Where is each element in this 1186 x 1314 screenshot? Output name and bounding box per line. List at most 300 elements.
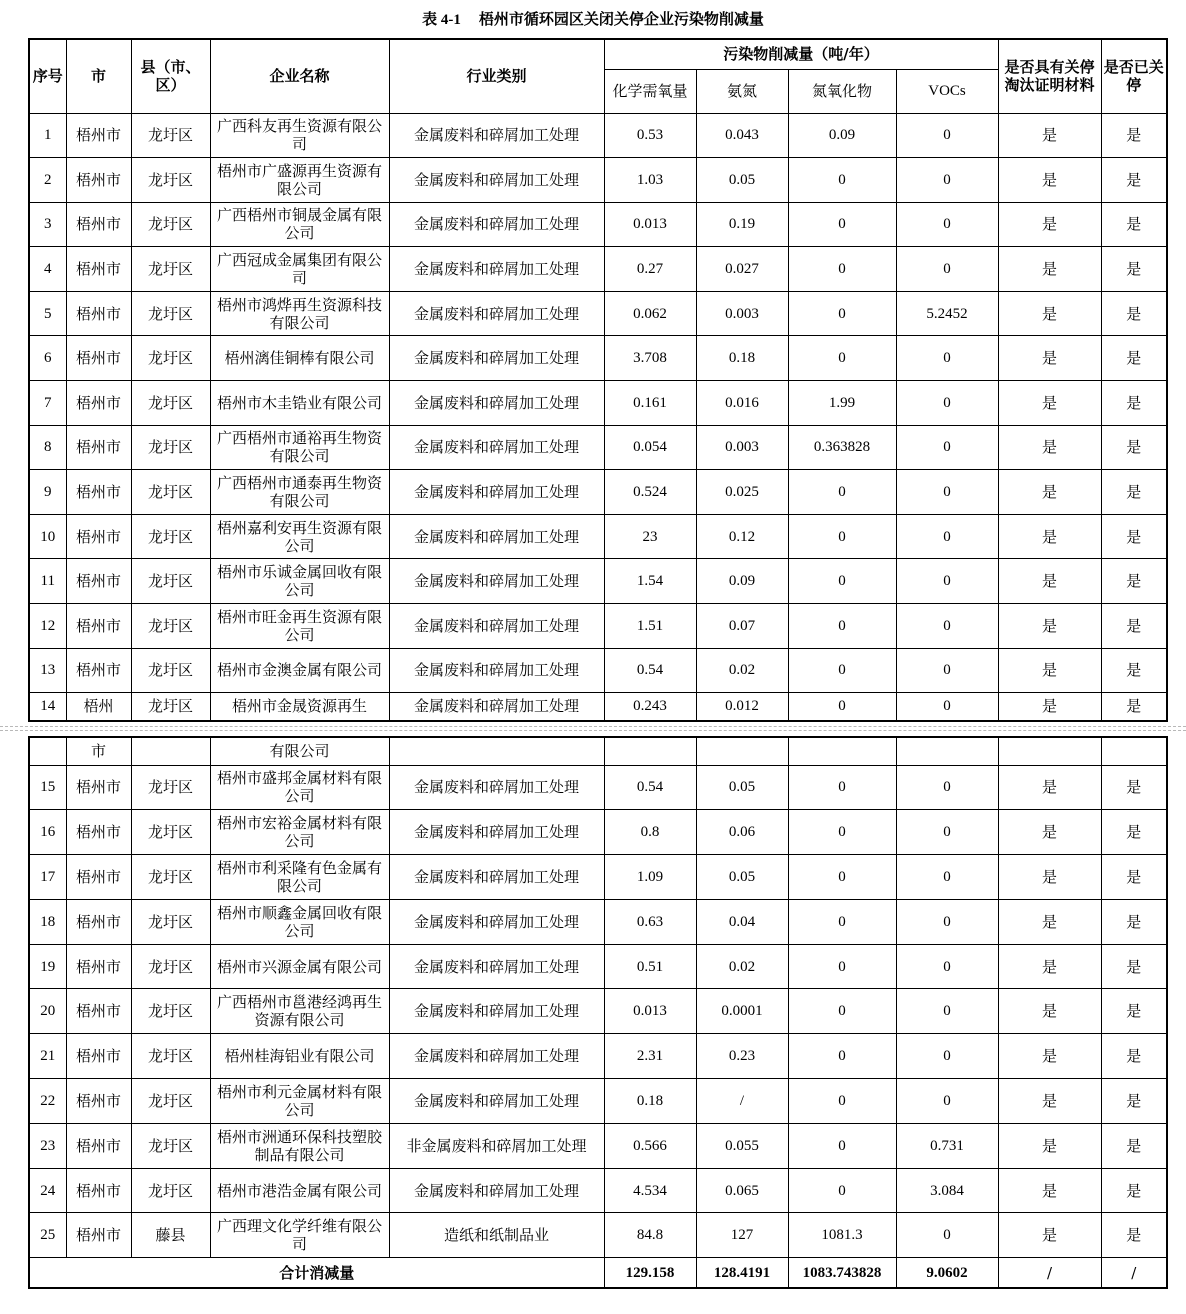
- cell-cod: 4.534: [604, 1168, 696, 1213]
- cell-city: 梧州市: [66, 158, 131, 203]
- total-nox: 1083.743828: [788, 1258, 896, 1288]
- cell-is-closed: 是: [1101, 425, 1167, 470]
- cell-is-closed: 是: [1101, 989, 1167, 1034]
- cell-county: 龙圩区: [131, 158, 210, 203]
- cell-industry: 金属废料和碎屑加工处理: [389, 336, 604, 381]
- cell-county: 龙圩区: [131, 899, 210, 944]
- cell-vocs: 0: [896, 604, 998, 649]
- cell-city: 梧州市: [66, 559, 131, 604]
- cell-county: 龙圩区: [131, 291, 210, 336]
- cell-has-proof: 是: [998, 113, 1101, 158]
- cell-county: 龙圩区: [131, 336, 210, 381]
- cell-cod: 0.524: [604, 470, 696, 515]
- cell-has-proof: 是: [998, 855, 1101, 900]
- cell-city: 梧州市: [66, 247, 131, 292]
- table-row: [29, 113, 1167, 158]
- table-row: [29, 810, 1167, 855]
- table-row-continued: [29, 737, 1167, 765]
- header-ammonia: 氨氮: [696, 69, 788, 113]
- cell-company: 广西科友再生资源有限公司: [210, 113, 389, 158]
- cell-city: 梧州市: [66, 944, 131, 989]
- cell-cod: 1.51: [604, 604, 696, 649]
- table-row: [29, 899, 1167, 944]
- cell-industry: 金属废料和碎屑加工处理: [389, 113, 604, 158]
- cell-has-proof: 是: [998, 810, 1101, 855]
- cell-is-closed: 是: [1101, 899, 1167, 944]
- cell-county: 龙圩区: [131, 855, 210, 900]
- header-nox: 氮氧化物: [788, 69, 896, 113]
- table-row: [29, 855, 1167, 900]
- cell-cod: 0.566: [604, 1123, 696, 1168]
- cell-vocs: 0: [896, 336, 998, 381]
- total-label: 合计消减量: [29, 1258, 604, 1288]
- table-row: [29, 291, 1167, 336]
- cell-cod: 2.31: [604, 1034, 696, 1079]
- cell-county: 龙圩区: [131, 425, 210, 470]
- table-row: [29, 1079, 1167, 1124]
- table-row: [29, 559, 1167, 604]
- cell-nox: 0: [788, 514, 896, 559]
- cell-company: 广西梧州市邕港经鸿再生资源有限公司: [210, 989, 389, 1034]
- cell-city: 梧州市: [66, 810, 131, 855]
- cell-is-closed: 是: [1101, 1168, 1167, 1213]
- cell-cod: 23: [604, 514, 696, 559]
- cell-vocs: [896, 737, 998, 765]
- cell-nox: 0: [788, 1123, 896, 1168]
- cell-company: 广西理文化学纤维有限公司: [210, 1213, 389, 1258]
- cell-vocs: 0: [896, 693, 998, 721]
- cell-city: 梧州市: [66, 113, 131, 158]
- cell-ammonia: 0.016: [696, 381, 788, 426]
- cell-cod: 0.51: [604, 944, 696, 989]
- cell-city: 梧州市: [66, 425, 131, 470]
- cell-county: 龙圩区: [131, 1034, 210, 1079]
- cell-industry: 金属废料和碎屑加工处理: [389, 989, 604, 1034]
- cell-vocs: 0: [896, 113, 998, 158]
- header-cod: 化学需氧量: [604, 69, 696, 113]
- total-row: [29, 1258, 1167, 1288]
- cell-city: 梧州市: [66, 470, 131, 515]
- cell-cod: 84.8: [604, 1213, 696, 1258]
- cell-seq: 14: [29, 693, 66, 721]
- cell-industry: 金属废料和碎屑加工处理: [389, 693, 604, 721]
- cell-industry: 金属废料和碎屑加工处理: [389, 559, 604, 604]
- cell-vocs: 5.2452: [896, 291, 998, 336]
- cell-industry: 金属废料和碎屑加工处理: [389, 1034, 604, 1079]
- cell-seq: 25: [29, 1213, 66, 1258]
- cell-ammonia: 0.18: [696, 336, 788, 381]
- cell-cod: 0.013: [604, 202, 696, 247]
- cell-nox: 0: [788, 693, 896, 721]
- cell-industry: 金属废料和碎屑加工处理: [389, 514, 604, 559]
- cell-industry: 金属废料和碎屑加工处理: [389, 855, 604, 900]
- cell-has-proof: [998, 737, 1101, 765]
- cell-nox: 0: [788, 1034, 896, 1079]
- cell-has-proof: 是: [998, 1079, 1101, 1124]
- cell-vocs: 0: [896, 559, 998, 604]
- cell-city: 梧州市: [66, 202, 131, 247]
- cell-nox: 0: [788, 899, 896, 944]
- cell-ammonia: 0.05: [696, 855, 788, 900]
- header-company: 企业名称: [210, 39, 389, 113]
- cell-nox: 1.99: [788, 381, 896, 426]
- cell-seq: 21: [29, 1034, 66, 1079]
- cell-has-proof: 是: [998, 604, 1101, 649]
- cell-vocs: 0: [896, 989, 998, 1034]
- cell-is-closed: 是: [1101, 810, 1167, 855]
- cell-has-proof: 是: [998, 989, 1101, 1034]
- cell-has-proof: 是: [998, 1213, 1101, 1258]
- cell-company: 有限公司: [210, 737, 389, 765]
- cell-industry: 金属废料和碎屑加工处理: [389, 810, 604, 855]
- cell-is-closed: 是: [1101, 336, 1167, 381]
- cell-county: 藤县: [131, 1213, 210, 1258]
- cell-seq: 16: [29, 810, 66, 855]
- cell-county: 龙圩区: [131, 648, 210, 693]
- cell-county: 龙圩区: [131, 381, 210, 426]
- cell-vocs: 0: [896, 247, 998, 292]
- cell-city: 梧州市: [66, 765, 131, 810]
- table-row: [29, 693, 1167, 721]
- cell-has-proof: 是: [998, 899, 1101, 944]
- cell-vocs: 0.731: [896, 1123, 998, 1168]
- cell-is-closed: 是: [1101, 559, 1167, 604]
- cell-cod: 0.54: [604, 648, 696, 693]
- cell-is-closed: 是: [1101, 648, 1167, 693]
- header-city: 市: [66, 39, 131, 113]
- cell-seq: 10: [29, 514, 66, 559]
- cell-city: 梧州市: [66, 291, 131, 336]
- cell-is-closed: 是: [1101, 604, 1167, 649]
- cell-has-proof: 是: [998, 202, 1101, 247]
- cell-nox: 0: [788, 604, 896, 649]
- cell-seq: 1: [29, 113, 66, 158]
- cell-city: 梧州市: [66, 1213, 131, 1258]
- cell-is-closed: 是: [1101, 765, 1167, 810]
- cell-nox: 0: [788, 559, 896, 604]
- cell-seq: 23: [29, 1123, 66, 1168]
- cell-industry: 金属废料和碎屑加工处理: [389, 1079, 604, 1124]
- cell-company: 梧州漓佳铜棒有限公司: [210, 336, 389, 381]
- cell-ammonia: [696, 737, 788, 765]
- table-row: [29, 604, 1167, 649]
- reduction-table-part2: [28, 736, 1168, 1289]
- cell-industry: 金属废料和碎屑加工处理: [389, 470, 604, 515]
- cell-ammonia: 127: [696, 1213, 788, 1258]
- cell-industry: 金属废料和碎屑加工处理: [389, 765, 604, 810]
- cell-vocs: 0: [896, 648, 998, 693]
- cell-company: 梧州市鸿烨再生资源科技有限公司: [210, 291, 389, 336]
- cell-has-proof: 是: [998, 336, 1101, 381]
- cell-industry: 金属废料和碎屑加工处理: [389, 648, 604, 693]
- cell-ammonia: 0.05: [696, 158, 788, 203]
- cell-nox: 0: [788, 202, 896, 247]
- cell-city: 梧州: [66, 693, 131, 721]
- cell-is-closed: 是: [1101, 247, 1167, 292]
- cell-nox: 0: [788, 158, 896, 203]
- cell-city: 梧州市: [66, 336, 131, 381]
- cell-company: 广西梧州市铜晟金属有限公司: [210, 202, 389, 247]
- cell-ammonia: 0.012: [696, 693, 788, 721]
- cell-industry: [389, 737, 604, 765]
- cell-nox: 0: [788, 810, 896, 855]
- cell-seq: [29, 737, 66, 765]
- cell-cod: 0.161: [604, 381, 696, 426]
- cell-seq: 6: [29, 336, 66, 381]
- table-row: [29, 1168, 1167, 1213]
- cell-is-closed: 是: [1101, 291, 1167, 336]
- cell-county: 龙圩区: [131, 247, 210, 292]
- cell-city: 梧州市: [66, 1123, 131, 1168]
- cell-seq: 5: [29, 291, 66, 336]
- header-county: 县（市、区）: [131, 39, 210, 113]
- cell-cod: 1.54: [604, 559, 696, 604]
- cell-company: 梧州市木圭锆业有限公司: [210, 381, 389, 426]
- header-industry: 行业类别: [389, 39, 604, 113]
- table-row: [29, 202, 1167, 247]
- cell-industry: 金属废料和碎屑加工处理: [389, 425, 604, 470]
- cell-company: 广西梧州市通裕再生物资有限公司: [210, 425, 389, 470]
- cell-is-closed: 是: [1101, 1123, 1167, 1168]
- cell-seq: 22: [29, 1079, 66, 1124]
- cell-is-closed: 是: [1101, 855, 1167, 900]
- cell-vocs: 0: [896, 1213, 998, 1258]
- cell-has-proof: 是: [998, 514, 1101, 559]
- table-row: [29, 381, 1167, 426]
- cell-industry: 非金属废料和碎屑加工处理: [389, 1123, 604, 1168]
- total-cod: 129.158: [604, 1258, 696, 1288]
- cell-cod: 0.53: [604, 113, 696, 158]
- cell-county: 龙圩区: [131, 470, 210, 515]
- cell-industry: 金属废料和碎屑加工处理: [389, 944, 604, 989]
- cell-company: 梧州市利元金属材料有限公司: [210, 1079, 389, 1124]
- table-row: [29, 158, 1167, 203]
- cell-nox: 0: [788, 336, 896, 381]
- cell-city: 梧州市: [66, 514, 131, 559]
- cell-has-proof: 是: [998, 559, 1101, 604]
- cell-ammonia: 0.05: [696, 765, 788, 810]
- table-row: [29, 470, 1167, 515]
- cell-has-proof: 是: [998, 470, 1101, 515]
- cell-industry: 金属废料和碎屑加工处理: [389, 247, 604, 292]
- cell-seq: 13: [29, 648, 66, 693]
- cell-has-proof: 是: [998, 291, 1101, 336]
- header-has-proof: 是否具有关停淘汰证明材料: [998, 39, 1101, 113]
- cell-company: 梧州市兴源金属有限公司: [210, 944, 389, 989]
- cell-nox: [788, 737, 896, 765]
- cell-is-closed: [1101, 737, 1167, 765]
- cell-ammonia: 0.003: [696, 291, 788, 336]
- cell-industry: 金属废料和碎屑加工处理: [389, 1168, 604, 1213]
- cell-vocs: 0: [896, 899, 998, 944]
- cell-nox: 0: [788, 1079, 896, 1124]
- cell-ammonia: 0.09: [696, 559, 788, 604]
- cell-company: 梧州市金晟资源再生: [210, 693, 389, 721]
- cell-city: 梧州市: [66, 604, 131, 649]
- cell-industry: 金属废料和碎屑加工处理: [389, 202, 604, 247]
- cell-county: 龙圩区: [131, 989, 210, 1034]
- cell-vocs: 0: [896, 381, 998, 426]
- cell-nox: 0: [788, 291, 896, 336]
- header-vocs: VOCs: [896, 69, 998, 113]
- cell-cod: 1.03: [604, 158, 696, 203]
- cell-vocs: 0: [896, 1034, 998, 1079]
- cell-county: 龙圩区: [131, 202, 210, 247]
- cell-company: 梧州市宏裕金属材料有限公司: [210, 810, 389, 855]
- cell-city: 梧州市: [66, 1168, 131, 1213]
- cell-city: 梧州市: [66, 989, 131, 1034]
- total-vocs: 9.0602: [896, 1258, 998, 1288]
- cell-seq: 24: [29, 1168, 66, 1213]
- cell-nox: 0: [788, 944, 896, 989]
- cell-has-proof: 是: [998, 648, 1101, 693]
- cell-has-proof: 是: [998, 1123, 1101, 1168]
- cell-ammonia: 0.0001: [696, 989, 788, 1034]
- cell-nox: 0.363828: [788, 425, 896, 470]
- cell-ammonia: 0.055: [696, 1123, 788, 1168]
- cell-nox: 0: [788, 247, 896, 292]
- cell-county: 龙圩区: [131, 765, 210, 810]
- cell-industry: 金属废料和碎屑加工处理: [389, 604, 604, 649]
- cell-company: 广西冠成金属集团有限公司: [210, 247, 389, 292]
- cell-ammonia: 0.065: [696, 1168, 788, 1213]
- cell-cod: 0.013: [604, 989, 696, 1034]
- table-row: [29, 648, 1167, 693]
- cell-has-proof: 是: [998, 1034, 1101, 1079]
- total-has-proof: /: [998, 1258, 1101, 1288]
- cell-seq: 19: [29, 944, 66, 989]
- cell-company: 梧州桂海铝业有限公司: [210, 1034, 389, 1079]
- table-row: [29, 1123, 1167, 1168]
- cell-nox: 0.09: [788, 113, 896, 158]
- header-is-closed: 是否已关停: [1101, 39, 1167, 113]
- cell-ammonia: 0.06: [696, 810, 788, 855]
- cell-has-proof: 是: [998, 425, 1101, 470]
- cell-vocs: 0: [896, 158, 998, 203]
- cell-county: 龙圩区: [131, 113, 210, 158]
- cell-company: 梧州市广盛源再生资源有限公司: [210, 158, 389, 203]
- cell-ammonia: 0.23: [696, 1034, 788, 1079]
- total-ammonia: 128.4191: [696, 1258, 788, 1288]
- cell-seq: 4: [29, 247, 66, 292]
- cell-county: 龙圩区: [131, 810, 210, 855]
- cell-nox: 0: [788, 470, 896, 515]
- cell-vocs: 0: [896, 1079, 998, 1124]
- cell-nox: 1081.3: [788, 1213, 896, 1258]
- cell-industry: 金属废料和碎屑加工处理: [389, 158, 604, 203]
- cell-is-closed: 是: [1101, 944, 1167, 989]
- cell-seq: 8: [29, 425, 66, 470]
- cell-is-closed: 是: [1101, 158, 1167, 203]
- cell-city: 梧州市: [66, 381, 131, 426]
- cell-is-closed: 是: [1101, 1079, 1167, 1124]
- cell-county: 龙圩区: [131, 693, 210, 721]
- cell-nox: 0: [788, 765, 896, 810]
- cell-has-proof: 是: [998, 158, 1101, 203]
- cell-city: 梧州市: [66, 855, 131, 900]
- cell-cod: 0.062: [604, 291, 696, 336]
- cell-seq: 7: [29, 381, 66, 426]
- cell-company: 广西梧州市通泰再生物资有限公司: [210, 470, 389, 515]
- cell-nox: 0: [788, 989, 896, 1034]
- cell-vocs: 0: [896, 470, 998, 515]
- cell-city: 梧州市: [66, 1079, 131, 1124]
- cell-is-closed: 是: [1101, 514, 1167, 559]
- cell-county: 龙圩区: [131, 1123, 210, 1168]
- cell-industry: 金属废料和碎屑加工处理: [389, 291, 604, 336]
- table-row: [29, 1213, 1167, 1258]
- cell-company: 梧州市利采隆有色金属有限公司: [210, 855, 389, 900]
- cell-company: 梧州市金澳金属有限公司: [210, 648, 389, 693]
- cell-cod: 0.18: [604, 1079, 696, 1124]
- cell-vocs: 0: [896, 810, 998, 855]
- cell-has-proof: 是: [998, 765, 1101, 810]
- cell-seq: 15: [29, 765, 66, 810]
- cell-ammonia: 0.02: [696, 944, 788, 989]
- cell-seq: 12: [29, 604, 66, 649]
- cell-is-closed: 是: [1101, 693, 1167, 721]
- cell-county: 龙圩区: [131, 1079, 210, 1124]
- cell-industry: 金属废料和碎屑加工处理: [389, 381, 604, 426]
- cell-vocs: 0: [896, 202, 998, 247]
- cell-has-proof: 是: [998, 1168, 1101, 1213]
- cell-vocs: 0: [896, 514, 998, 559]
- cell-seq: 2: [29, 158, 66, 203]
- cell-has-proof: 是: [998, 247, 1101, 292]
- cell-seq: 18: [29, 899, 66, 944]
- header-seq: 序号: [29, 39, 66, 113]
- cell-company: 梧州市乐诚金属回收有限公司: [210, 559, 389, 604]
- cell-nox: 0: [788, 1168, 896, 1213]
- cell-cod: 3.708: [604, 336, 696, 381]
- cell-is-closed: 是: [1101, 1213, 1167, 1258]
- cell-company: 梧州市盛邦金属材料有限公司: [210, 765, 389, 810]
- cell-industry: 造纸和纸制品业: [389, 1213, 604, 1258]
- cell-cod: 0.54: [604, 765, 696, 810]
- cell-has-proof: 是: [998, 944, 1101, 989]
- cell-is-closed: 是: [1101, 1034, 1167, 1079]
- table-row: [29, 336, 1167, 381]
- cell-is-closed: 是: [1101, 202, 1167, 247]
- cell-ammonia: 0.19: [696, 202, 788, 247]
- cell-cod: 0.27: [604, 247, 696, 292]
- cell-industry: 金属废料和碎屑加工处理: [389, 899, 604, 944]
- cell-county: [131, 737, 210, 765]
- cell-county: 龙圩区: [131, 514, 210, 559]
- cell-ammonia: 0.025: [696, 470, 788, 515]
- cell-vocs: 0: [896, 765, 998, 810]
- cell-nox: 0: [788, 648, 896, 693]
- cell-company: 梧州市顺鑫金属回收有限公司: [210, 899, 389, 944]
- cell-company: 梧州市旺金再生资源有限公司: [210, 604, 389, 649]
- table-row: [29, 425, 1167, 470]
- cell-county: 龙圩区: [131, 559, 210, 604]
- cell-cod: 0.63: [604, 899, 696, 944]
- cell-seq: 20: [29, 989, 66, 1034]
- table-row: [29, 247, 1167, 292]
- cell-cod: 1.09: [604, 855, 696, 900]
- cell-ammonia: 0.12: [696, 514, 788, 559]
- cell-cod: 0.054: [604, 425, 696, 470]
- cell-company: 梧州市港浩金属有限公司: [210, 1168, 389, 1213]
- cell-vocs: 0: [896, 944, 998, 989]
- cell-seq: 11: [29, 559, 66, 604]
- cell-ammonia: 0.003: [696, 425, 788, 470]
- cell-nox: 0: [788, 855, 896, 900]
- cell-seq: 9: [29, 470, 66, 515]
- cell-cod: 0.8: [604, 810, 696, 855]
- table-title: 梧州市循环园区关闭关停企业污染物削减量: [478, 10, 764, 28]
